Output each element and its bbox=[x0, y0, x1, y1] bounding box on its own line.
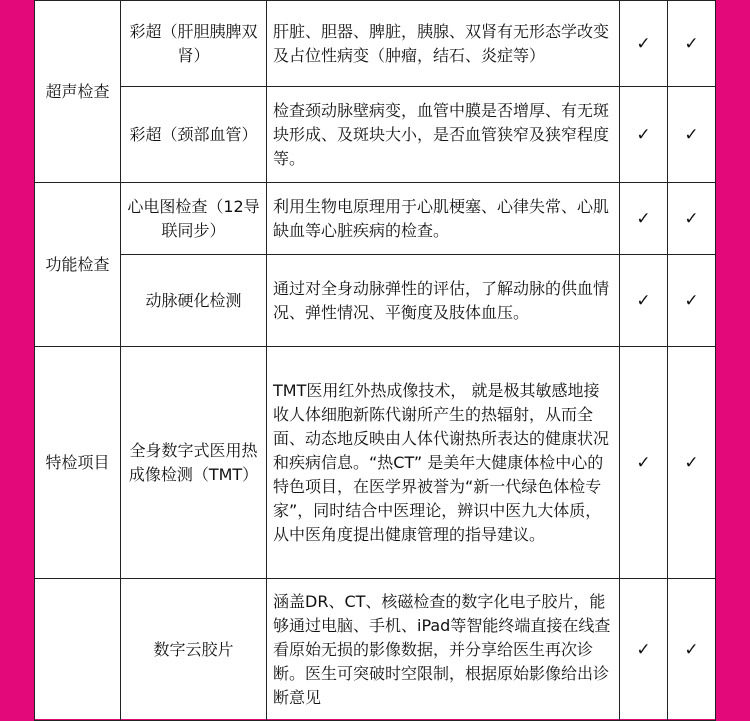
check-mark: ✓ bbox=[620, 579, 668, 721]
item-name-cell bbox=[121, 1, 267, 87]
item-name: 动脉硬化检测 bbox=[145, 290, 242, 310]
category-cell: 功能检查 bbox=[35, 183, 121, 347]
check-mark: ✓ bbox=[668, 87, 716, 183]
item-name-cell bbox=[121, 255, 267, 347]
table-row bbox=[35, 347, 716, 579]
category-cell bbox=[35, 579, 121, 721]
table-row bbox=[35, 579, 716, 721]
item-name: 数字云胶片 bbox=[153, 639, 234, 659]
item-name-cell bbox=[121, 347, 267, 579]
item-name-cell bbox=[121, 183, 267, 255]
check-mark: ✓ bbox=[620, 183, 668, 255]
table-row bbox=[35, 183, 716, 255]
item-name-cell bbox=[121, 87, 267, 183]
category-cell: 超声检查 bbox=[35, 1, 121, 183]
category-cell: 特检项目 bbox=[35, 347, 121, 579]
item-name: 彩超（颈部血管） bbox=[129, 124, 258, 144]
check-mark: ✓ bbox=[668, 255, 716, 347]
table-row bbox=[35, 255, 716, 347]
check-mark: ✓ bbox=[668, 1, 716, 87]
check-mark: ✓ bbox=[620, 87, 668, 183]
check-mark: ✓ bbox=[620, 1, 668, 87]
item-name-cell bbox=[121, 579, 267, 721]
item-description-cell: 利用生物电原理用于心肌梗塞、心律失常、心肌缺血等心脏疾病的检查。 bbox=[267, 183, 620, 255]
check-mark: ✓ bbox=[620, 255, 668, 347]
check-mark: ✓ bbox=[668, 347, 716, 579]
check-mark: ✓ bbox=[668, 579, 716, 721]
item-name: 全身数字式医用热成像检测（TMT） bbox=[128, 440, 259, 484]
check-mark: ✓ bbox=[620, 347, 668, 579]
item-name: 彩超（肝胆胰脾双肾） bbox=[129, 21, 258, 65]
table-row bbox=[35, 87, 716, 183]
exam-items-table bbox=[34, 0, 716, 721]
item-description-cell: 检查颈动脉壁病变，血管中膜是否增厚、有无斑块形成、及斑块大小，是否血管狭窄及狭窄程度等。 bbox=[267, 87, 620, 183]
item-description-cell: 肝脏、胆器、脾脏，胰腺、双肾有无形态学改变及占位性病变（肿瘤，结石、炎症等） bbox=[267, 1, 620, 87]
item-description-cell: 通过对全身动脉弹性的评估，了解动脉的供血情况、弹性情况、平衡度及肢体血压。 bbox=[267, 255, 620, 347]
item-description-cell: TMT医用红外热成像技术， 就是极其敏感地接收人体细胞新陈代谢所产生的热辐射，从而全面、动态地反映由人体代谢热所表达的健康状况和疾病信息。“热CT” 是美年大健康体检中心的特色项目，在医学界被誉为“新一代绿色体检专家”，同时结合中医理论，辨识中医九大体质，从中医角度提出健康管理的指导建议。 bbox=[267, 347, 620, 579]
check-mark: ✓ bbox=[668, 183, 716, 255]
table-row bbox=[35, 1, 716, 87]
exam-items-sheet bbox=[34, 0, 716, 719]
item-name: 心电图检查（12导联同步） bbox=[127, 196, 260, 240]
item-description-cell: 涵盖DR、CT、核磁检查的数字化电子胶片，能够通过电脑、手机、iPad等智能终端直接在线查看原始无损的影像数据，并分享给医生再次诊断。医生可突破时空限制，根据原始影像给出诊断意见 bbox=[267, 579, 620, 721]
